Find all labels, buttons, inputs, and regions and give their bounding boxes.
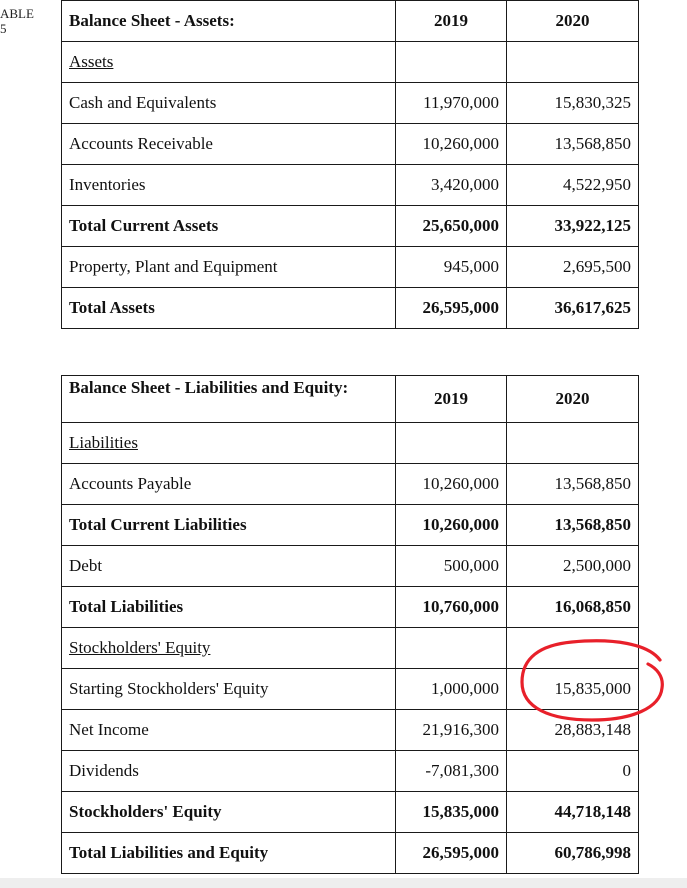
liabilities-title: Balance Sheet - Liabilities and Equity: bbox=[62, 376, 396, 423]
value-2019: 26,595,000 bbox=[396, 833, 507, 874]
value-2020: 13,568,850 bbox=[507, 124, 639, 165]
assets-row bbox=[62, 124, 639, 165]
liabilities-header-row bbox=[62, 376, 639, 423]
liabilities-table bbox=[61, 375, 639, 874]
assets-table bbox=[61, 0, 639, 329]
liabilities-row bbox=[62, 464, 639, 505]
assets-row bbox=[62, 83, 639, 124]
empty-cell bbox=[396, 42, 507, 83]
value-2019: 1,000,000 bbox=[396, 669, 507, 710]
value-2020: 36,617,625 bbox=[507, 288, 639, 329]
liabilities-section-label: Liabilities bbox=[62, 423, 396, 464]
liabilities-section-row bbox=[62, 423, 639, 464]
equity-row bbox=[62, 792, 639, 833]
row-label: Stockholders' Equity bbox=[62, 792, 396, 833]
row-label: Property, Plant and Equipment bbox=[62, 247, 396, 288]
assets-row bbox=[62, 206, 639, 247]
liabilities-year-2020: 2020 bbox=[507, 376, 639, 423]
value-2019: 10,260,000 bbox=[396, 464, 507, 505]
row-label: Total Current Liabilities bbox=[62, 505, 396, 546]
empty-cell bbox=[396, 423, 507, 464]
assets-header-row bbox=[62, 1, 639, 42]
value-2019: 500,000 bbox=[396, 546, 507, 587]
liabilities-row bbox=[62, 505, 639, 546]
side-label-line2: 5 bbox=[0, 21, 7, 36]
value-2019: 11,970,000 bbox=[396, 83, 507, 124]
row-label: Starting Stockholders' Equity bbox=[62, 669, 396, 710]
value-2020: 15,830,325 bbox=[507, 83, 639, 124]
value-2019: 10,260,000 bbox=[396, 124, 507, 165]
empty-cell bbox=[396, 628, 507, 669]
side-label-line1: ABLE bbox=[0, 6, 34, 21]
liabilities-row bbox=[62, 587, 639, 628]
value-2020: 4,522,950 bbox=[507, 165, 639, 206]
equity-row bbox=[62, 751, 639, 792]
value-2020: 0 bbox=[507, 751, 639, 792]
assets-row bbox=[62, 165, 639, 206]
equity-section-label: Stockholders' Equity bbox=[62, 628, 396, 669]
value-2019: 21,916,300 bbox=[396, 710, 507, 751]
row-label: Accounts Receivable bbox=[62, 124, 396, 165]
value-2020: 2,500,000 bbox=[507, 546, 639, 587]
value-2019: 3,420,000 bbox=[396, 165, 507, 206]
row-label: Cash and Equivalents bbox=[62, 83, 396, 124]
equity-row bbox=[62, 669, 639, 710]
value-2019: 26,595,000 bbox=[396, 288, 507, 329]
value-2020: 13,568,850 bbox=[507, 464, 639, 505]
value-2020: 33,922,125 bbox=[507, 206, 639, 247]
liabilities-row bbox=[62, 546, 639, 587]
row-label: Accounts Payable bbox=[62, 464, 396, 505]
row-label: Total Liabilities bbox=[62, 587, 396, 628]
assets-year-2020: 2020 bbox=[507, 1, 639, 42]
assets-row bbox=[62, 247, 639, 288]
equity-body bbox=[62, 669, 639, 874]
value-2020: 44,718,148 bbox=[507, 792, 639, 833]
value-2019: 945,000 bbox=[396, 247, 507, 288]
row-label: Dividends bbox=[62, 751, 396, 792]
value-2019: 25,650,000 bbox=[396, 206, 507, 247]
row-label: Total Assets bbox=[62, 288, 396, 329]
value-2020: 2,695,500 bbox=[507, 247, 639, 288]
row-label: Total Current Assets bbox=[62, 206, 396, 247]
row-label: Debt bbox=[62, 546, 396, 587]
side-label bbox=[0, 6, 34, 36]
empty-cell bbox=[507, 628, 639, 669]
equity-row bbox=[62, 710, 639, 751]
empty-cell bbox=[507, 42, 639, 83]
row-label: Inventories bbox=[62, 165, 396, 206]
row-label: Total Liabilities and Equity bbox=[62, 833, 396, 874]
value-2020: 28,883,148 bbox=[507, 710, 639, 751]
value-2020: 16,068,850 bbox=[507, 587, 639, 628]
assets-row bbox=[62, 288, 639, 329]
assets-title: Balance Sheet - Assets: bbox=[62, 1, 396, 42]
assets-year-2019: 2019 bbox=[396, 1, 507, 42]
value-2019: 10,260,000 bbox=[396, 505, 507, 546]
assets-body bbox=[62, 83, 639, 329]
liabilities-body bbox=[62, 464, 639, 628]
value-2020: 15,835,000 bbox=[507, 669, 639, 710]
value-2020: 13,568,850 bbox=[507, 505, 639, 546]
row-label: Net Income bbox=[62, 710, 396, 751]
assets-section-label: Assets bbox=[62, 42, 396, 83]
value-2020: 60,786,998 bbox=[507, 833, 639, 874]
liabilities-year-2019: 2019 bbox=[396, 376, 507, 423]
equity-row bbox=[62, 833, 639, 874]
bottom-bar bbox=[0, 878, 687, 888]
value-2019: -7,081,300 bbox=[396, 751, 507, 792]
equity-section-row bbox=[62, 628, 639, 669]
value-2019: 15,835,000 bbox=[396, 792, 507, 833]
assets-section-row bbox=[62, 42, 639, 83]
value-2019: 10,760,000 bbox=[396, 587, 507, 628]
empty-cell bbox=[507, 423, 639, 464]
